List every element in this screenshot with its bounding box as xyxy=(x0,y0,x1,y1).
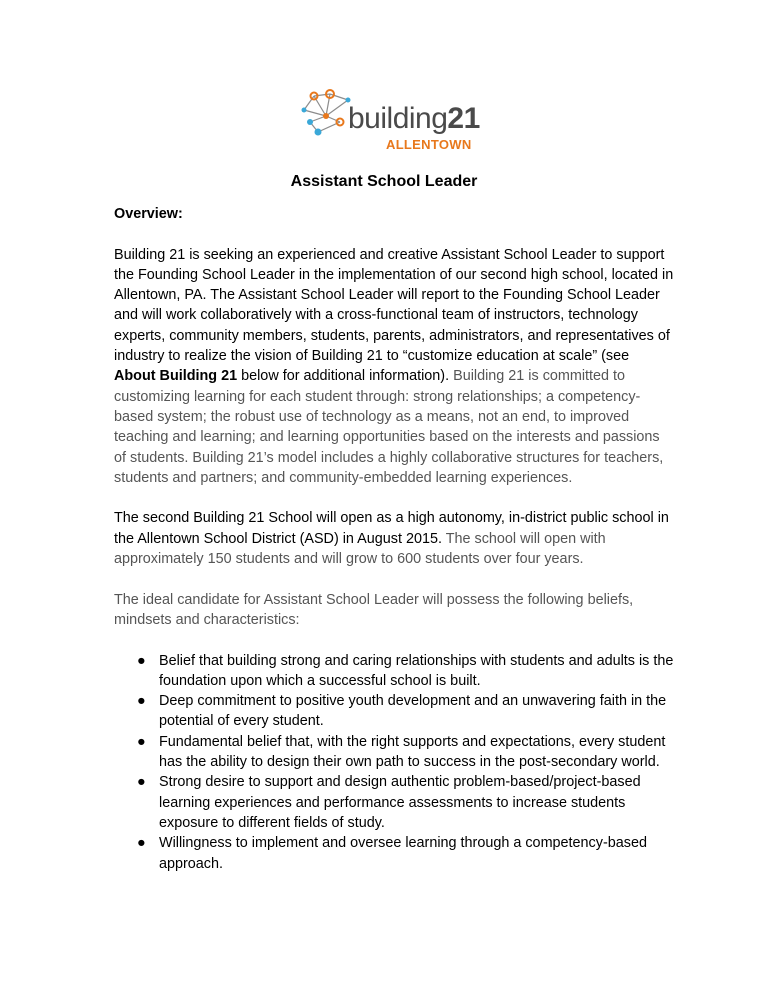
list-item xyxy=(114,833,674,874)
logo-subtitle: ALLENTOWN xyxy=(386,137,472,152)
overview-heading: Overview: xyxy=(114,206,183,222)
bullet-icon: ● xyxy=(137,774,146,791)
overview-text-1: Building 21 is seeking an experienced and creative Assistant School Leader to support the Founding School Leader in the implementation of our second high school, located in Allentown, PA. The Assistant School Leader will report to the Founding School Leader and will work collaboratively with a cross-functional team of instructors, technology experts, community members, students, parents, administrators, and representatives of industry to realize the vision of Building 21 to “customize education at scale” (see xyxy=(114,246,674,365)
opening-text-1: The second Building 21 School will open as a high autonomy, in-district public school in the Allentown School District (ASD) in August 2015. xyxy=(114,510,669,547)
ideal-candidate-intro: The ideal candidate for Assistant School Leader will possess the following beliefs, mindsets and characteristics: xyxy=(114,591,634,628)
list-item xyxy=(114,651,674,692)
logo-wordmark xyxy=(348,102,480,136)
bullet-icon: ● xyxy=(137,693,146,710)
network-nodes-icon xyxy=(300,86,352,138)
overview-text-3: Building 21 is committed to customizing learning for each student through: strong relationships; a competency-based system; the robust use of technology as a means, not an end, to improved teaching and learning; and learning opportunities based on the interests and passions of students. Building 21’s model includes a highly collaborative structures for teachers, students and partners; and community-embedded learning experiences. xyxy=(114,368,664,486)
logo-number: 21 xyxy=(447,102,480,135)
beliefs-list xyxy=(114,651,674,874)
list-item-text: Belief that building strong and caring relationships with students and adults is the foundation upon which a successful school is built. xyxy=(159,652,674,689)
overview-paragraph xyxy=(114,245,674,489)
list-item-text: Strong desire to support and design authentic problem-based/project-based learning experiences and performance assessments to increase students exposure to different fields of study. xyxy=(159,774,641,831)
opening-text-2: The school will open with approximately 150 students and will grow to 600 students over four years. xyxy=(114,530,606,568)
school-opening-paragraph xyxy=(114,508,674,569)
logo-word: building xyxy=(348,102,448,135)
bullet-icon: ● xyxy=(137,835,146,852)
building21-logo xyxy=(300,86,500,156)
about-building21-reference: About Building 21 xyxy=(114,368,238,385)
list-item-text: Deep commitment to positive youth development and an unwavering faith in the potential of every student. xyxy=(159,693,667,730)
list-item xyxy=(114,691,674,732)
list-item-text: Fundamental belief that, with the right supports and expectations, every student has the ability to design their own path to success in the post-secondary world. xyxy=(159,733,666,771)
bullet-icon: ● xyxy=(137,733,146,750)
list-item-text: Willingness to implement and oversee learning through a competency-based approach. xyxy=(159,835,647,872)
document-body xyxy=(114,204,674,874)
overview-text-2: below for additional information). xyxy=(237,368,450,385)
list-item xyxy=(114,732,674,773)
list-item xyxy=(114,772,674,833)
bullet-icon: ● xyxy=(137,652,146,669)
page-title: Assistant School Leader xyxy=(290,173,478,190)
